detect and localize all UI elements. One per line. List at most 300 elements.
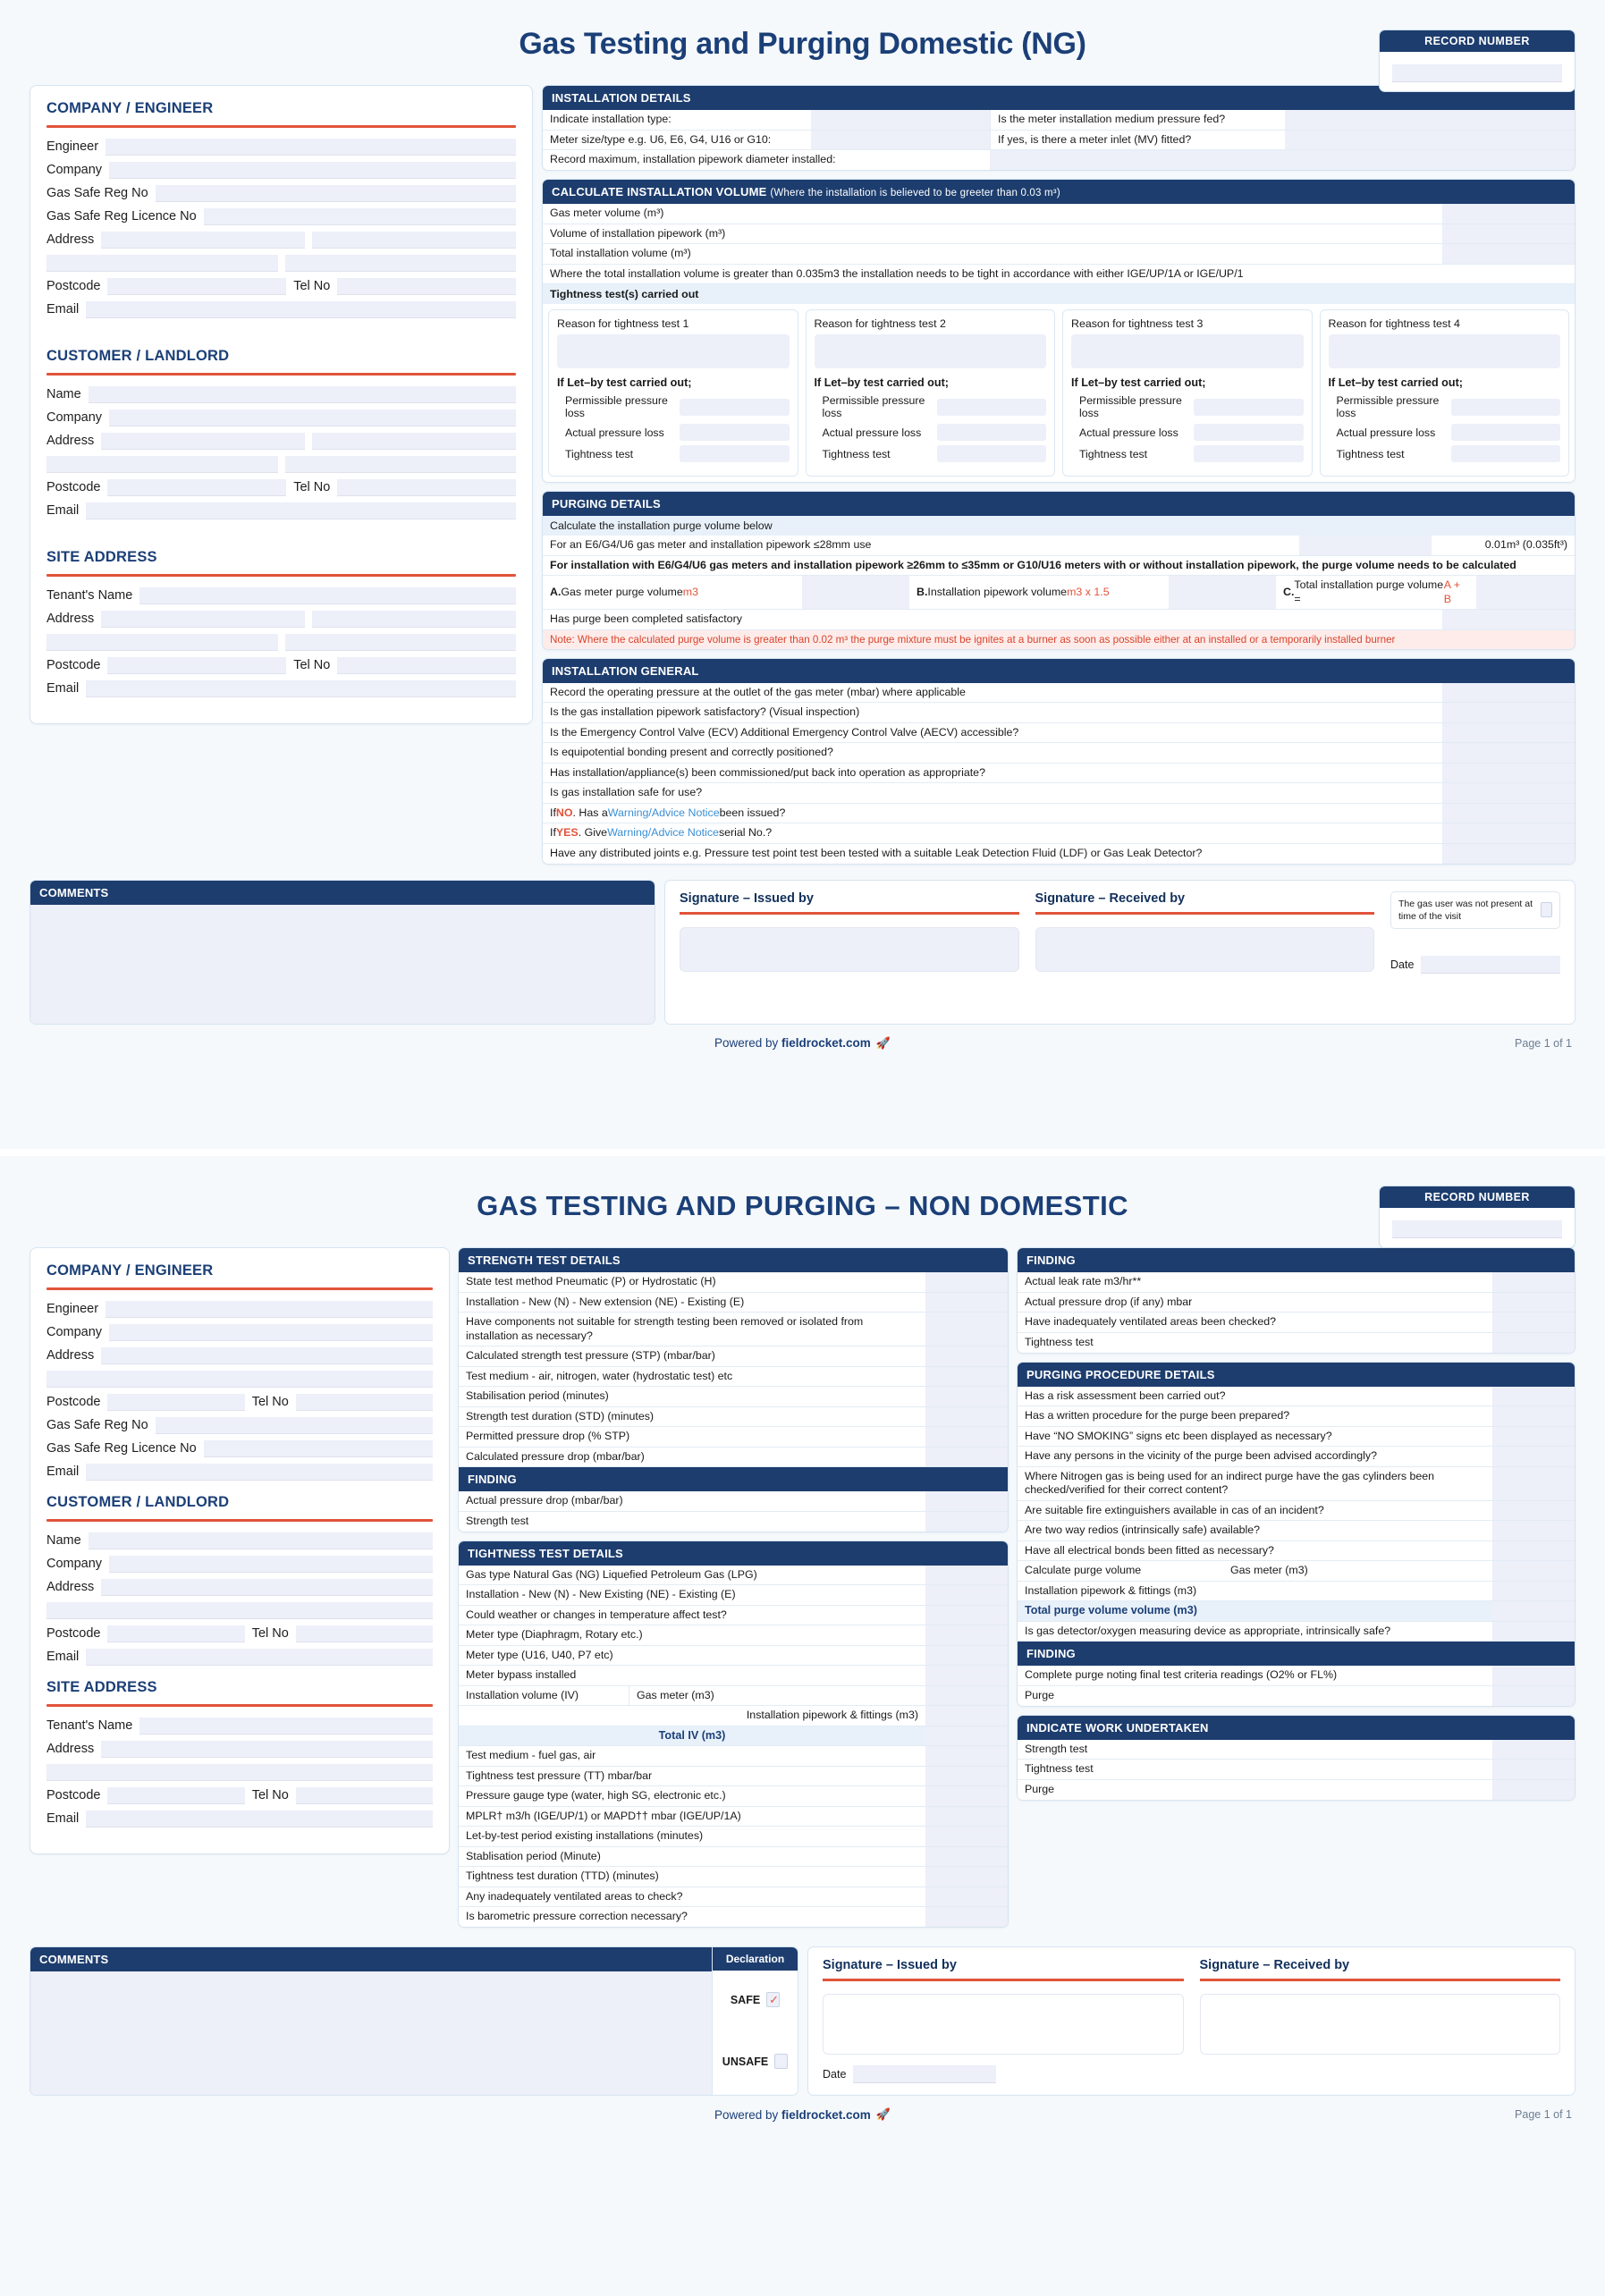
brand-name: fieldrocket.com xyxy=(781,1036,871,1050)
total-purge-volume-input[interactable] xyxy=(1492,1601,1575,1621)
row-label: Installation - New (N) - New Existing (NE) - Existing (E) xyxy=(459,1585,925,1605)
tightness-test-input[interactable] xyxy=(937,445,1046,462)
gas-user-absent-label: The gas user was not present at time of the visit xyxy=(1398,898,1533,922)
row-label: Stablisation period (Minute) xyxy=(459,1847,925,1867)
field-label-tel-no: Tel No xyxy=(251,1395,289,1409)
purge-c-text: Total installation purge volume = xyxy=(1294,578,1444,605)
site-tel-input[interactable] xyxy=(337,657,516,674)
site-address-heading: SITE ADDRESS xyxy=(46,549,157,565)
customer-tel-input[interactable] xyxy=(337,479,516,496)
text-part: If xyxy=(550,806,556,819)
row-value-input[interactable] xyxy=(1492,1760,1575,1779)
customer-landlord-heading: CUSTOMER / LANDLORD xyxy=(46,1494,230,1510)
let-by-label: If Let–by test carried out; xyxy=(1071,376,1206,389)
signature-issued-pad[interactable] xyxy=(823,1994,1184,2055)
row-value-input[interactable] xyxy=(925,1625,1008,1645)
comments-textarea[interactable] xyxy=(30,1971,712,2095)
purge-a-input[interactable] xyxy=(802,576,909,609)
field-label-postcode: Postcode xyxy=(46,1788,101,1802)
field-label-email: Email xyxy=(46,503,80,518)
customer-name-input[interactable] xyxy=(89,386,516,403)
row-label: Meter bypass installed xyxy=(459,1666,925,1685)
tel-no-input[interactable] xyxy=(296,1394,433,1411)
purge-volume-constant: 0.01m³ (0.035ft³) xyxy=(1432,536,1575,555)
row-value-input[interactable] xyxy=(811,110,990,130)
signature-issued-column xyxy=(823,1958,1184,2084)
row-value-input[interactable] xyxy=(1442,610,1575,629)
purge-b-key: B. xyxy=(917,585,928,598)
row-value-input[interactable] xyxy=(925,1387,1008,1406)
page-number: Page 1 of 1 xyxy=(1515,2108,1572,2122)
row-value-input[interactable] xyxy=(925,1512,1008,1532)
customer-company-input[interactable] xyxy=(109,1556,433,1573)
row-value-input[interactable] xyxy=(1492,1666,1575,1685)
party-details-card xyxy=(30,1247,450,1854)
purge-gas-meter-input[interactable] xyxy=(1492,1561,1575,1581)
row-label: Tightness test xyxy=(1018,1333,1492,1353)
site-address-line1-input[interactable] xyxy=(101,1741,433,1758)
purge-c-key: C. xyxy=(1283,585,1295,598)
purge-b-text: Installation pipework volume xyxy=(927,585,1068,598)
field-label-gas-safe-reg-no: Gas Safe Reg No xyxy=(46,1418,148,1432)
row-value-input[interactable] xyxy=(925,1887,1008,1907)
row-value-input[interactable] xyxy=(1492,1447,1575,1466)
postcode-input[interactable] xyxy=(107,1394,244,1411)
calculate-volume-heading-main: CALCULATE INSTALLATION VOLUME xyxy=(552,185,767,198)
row-value-input[interactable] xyxy=(1492,1272,1575,1292)
row-value-input[interactable] xyxy=(925,1313,1008,1346)
field-label-postcode: Postcode xyxy=(46,279,101,293)
keyword-warning-notice: Warning/Advice Notice xyxy=(607,826,719,839)
row-label: Permitted pressure drop (% STP) xyxy=(459,1427,925,1447)
address-line2-input[interactable] xyxy=(312,232,516,249)
row-value-input[interactable] xyxy=(925,1867,1008,1887)
row-label: State test method Pneumatic (P) or Hydrostatic (H) xyxy=(459,1272,925,1292)
brand-name: fieldrocket.com xyxy=(781,2107,871,2122)
customer-address-line1-input[interactable] xyxy=(101,433,305,450)
field-label-company: Company xyxy=(46,410,103,425)
actual-pressure-loss-input[interactable] xyxy=(680,424,789,441)
row-value-input[interactable] xyxy=(925,1346,1008,1366)
company-input[interactable] xyxy=(109,1324,433,1341)
customer-email-input[interactable] xyxy=(86,502,516,519)
site-address-line4-input[interactable] xyxy=(285,634,517,651)
party-details-card xyxy=(30,85,533,724)
row-value-input[interactable] xyxy=(1442,723,1575,743)
gas-safe-reg-no-input[interactable] xyxy=(156,185,516,202)
field-label-address: Address xyxy=(46,612,95,626)
tightness-test-reason-label: Reason for tightness test 3 xyxy=(1071,317,1204,330)
row-value-input[interactable] xyxy=(1492,1293,1575,1313)
field-label-address: Address xyxy=(46,1742,95,1756)
installation-volume-pipework-label: Installation pipework & fittings (m3) xyxy=(459,1706,925,1726)
row-value-input[interactable] xyxy=(1442,764,1575,783)
field-label-tel-no: Tel No xyxy=(293,658,331,672)
volume-notice: Where the total installation volume is greater than 0.035m3 the installation needs to be tight in accordance with either IGE/UP/1A or IGE/UP/1 xyxy=(543,265,1575,284)
comments-textarea[interactable] xyxy=(30,905,655,1024)
divider xyxy=(680,912,1019,915)
customer-landlord-heading: CUSTOMER / LANDLORD xyxy=(46,348,230,364)
row-value-input[interactable] xyxy=(925,1585,1008,1605)
row-label: Calculated pressure drop (mbar/bar) xyxy=(459,1448,925,1467)
row-label: Have components not suitable for strength testing been removed or isolated from installation as necessary? xyxy=(459,1313,925,1346)
row-value-input[interactable] xyxy=(1492,1501,1575,1521)
field-label-company: Company xyxy=(46,163,103,177)
customer-postcode-input[interactable] xyxy=(107,1625,244,1642)
row-value-input[interactable] xyxy=(925,1746,1008,1766)
signature-issued-pad[interactable] xyxy=(680,927,1019,972)
row-value-input[interactable] xyxy=(811,131,990,150)
tightness-test-reason-label: Reason for tightness test 2 xyxy=(814,317,946,330)
row-label: Test medium - fuel gas, air xyxy=(459,1746,925,1766)
row-label: Purge xyxy=(1018,1780,1492,1800)
permissible-pressure-loss-input[interactable] xyxy=(1194,399,1303,416)
permissible-pressure-loss-input[interactable] xyxy=(1451,399,1560,416)
row-label: Meter type (Diaphragm, Rotary etc.) xyxy=(459,1625,925,1645)
tightness-tests-grid xyxy=(543,304,1575,482)
row-label: Tightness test xyxy=(1336,447,1405,460)
purging-procedure-details-panel xyxy=(1017,1362,1575,1707)
purge-pipework-label: Installation pipework & fittings (m3) xyxy=(1018,1582,1492,1601)
signature-card xyxy=(807,1946,1575,2096)
site-address-line1-input[interactable] xyxy=(101,611,305,628)
calculate-volume-heading xyxy=(543,180,1575,204)
tightness-test-reason-label: Reason for tightness test 4 xyxy=(1328,317,1460,330)
date-input[interactable] xyxy=(853,2065,996,2083)
row-label: Tightness test duration (TTD) (minutes) xyxy=(459,1867,925,1887)
purge-pipework-input[interactable] xyxy=(1492,1582,1575,1601)
row-value-input[interactable] xyxy=(925,1407,1008,1427)
row-value-input[interactable] xyxy=(1442,823,1575,843)
field-label-company: Company xyxy=(46,1557,103,1571)
field-label-email: Email xyxy=(46,1811,80,1826)
row-label: Is gas detector/oxygen measuring device as appropriate, intrinsically safe? xyxy=(1018,1622,1492,1642)
gas-safe-licence-no-input[interactable] xyxy=(204,208,516,225)
divider xyxy=(46,125,516,128)
site-postcode-input[interactable] xyxy=(107,657,286,674)
installation-general-heading: INSTALLATION GENERAL xyxy=(543,659,1575,683)
row-value-input[interactable] xyxy=(1492,1333,1575,1353)
row-value-input[interactable] xyxy=(925,1807,1008,1827)
field-label-postcode: Postcode xyxy=(46,1626,101,1641)
row-value-input[interactable] xyxy=(925,1606,1008,1625)
tenant-name-input[interactable] xyxy=(139,587,516,604)
row-value-input[interactable] xyxy=(925,1491,1008,1511)
row-label: Actual pressure loss xyxy=(1336,426,1436,439)
tightness-test-reason-input[interactable] xyxy=(1071,334,1304,368)
site-address-line2-input[interactable] xyxy=(46,1764,433,1781)
tightness-test-reason-input[interactable] xyxy=(815,334,1047,368)
purge-b-input[interactable] xyxy=(1169,576,1276,609)
record-number-input[interactable] xyxy=(1392,64,1562,82)
site-postcode-input[interactable] xyxy=(107,1787,244,1804)
row-value-input[interactable] xyxy=(925,1786,1008,1806)
customer-name-input[interactable] xyxy=(89,1532,433,1549)
tightness-test-3 xyxy=(1062,309,1313,477)
row-label: Tightness test pressure (TT) mbar/bar xyxy=(459,1767,925,1786)
text-part: been issued? xyxy=(719,806,786,819)
customer-tel-input[interactable] xyxy=(296,1625,433,1642)
middle-panels-column xyxy=(458,1247,1009,1936)
divider xyxy=(46,1519,433,1522)
site-address-line3-input[interactable] xyxy=(46,634,278,651)
declaration-unsafe-row[interactable] xyxy=(722,2054,789,2069)
address-line1-input[interactable] xyxy=(101,1347,433,1364)
row-value-input[interactable] xyxy=(1492,1467,1575,1500)
row-value-input[interactable] xyxy=(925,1666,1008,1685)
divider xyxy=(46,373,516,376)
row-value-input[interactable] xyxy=(1442,844,1575,864)
text-part: serial No.? xyxy=(718,826,773,839)
row-value-input[interactable] xyxy=(1492,1686,1575,1706)
row-label: Calculated strength test pressure (STP) (mbar/bar) xyxy=(459,1346,925,1366)
row-value-input[interactable] xyxy=(925,1427,1008,1447)
unsafe-checkbox[interactable] xyxy=(774,2054,788,2069)
installation-volume-pipework-input[interactable] xyxy=(925,1706,1008,1726)
row-value-input[interactable] xyxy=(1299,536,1432,555)
tightness-test-reason-input[interactable] xyxy=(1329,334,1561,368)
field-label-postcode: Postcode xyxy=(46,480,101,494)
tel-no-input[interactable] xyxy=(337,278,516,295)
row-label: Meter size/type e.g. U6, E6, G4, U16 or G10: xyxy=(543,131,811,150)
row-value-input[interactable] xyxy=(925,1847,1008,1867)
row-value-input[interactable] xyxy=(1442,204,1575,224)
address-line4-input[interactable] xyxy=(285,255,517,272)
signature-received-label: Signature – Received by xyxy=(1199,1958,1350,1973)
row-label: Let-by-test period existing installations (minutes) xyxy=(459,1827,925,1846)
row-value-input[interactable] xyxy=(1492,1427,1575,1447)
address-line1-input[interactable] xyxy=(101,232,305,249)
row-value-input[interactable] xyxy=(925,1293,1008,1313)
field-label-email: Email xyxy=(46,1465,80,1479)
actual-pressure-loss-input[interactable] xyxy=(1451,424,1560,441)
row-value-input[interactable] xyxy=(1442,683,1575,703)
row-label: Actual leak rate m3/hr** xyxy=(1018,1272,1492,1292)
engineer-input[interactable] xyxy=(106,1301,433,1318)
customer-company-input[interactable] xyxy=(109,409,516,426)
tenant-name-input[interactable] xyxy=(139,1718,433,1735)
signature-received-pad[interactable] xyxy=(1200,1994,1561,2055)
declaration-heading: Declaration xyxy=(713,1947,798,1971)
permissible-pressure-loss-input[interactable] xyxy=(680,399,789,416)
row-label: Any inadequately ventilated areas to check? xyxy=(459,1887,925,1907)
gas-safe-reg-no-input[interactable] xyxy=(156,1417,433,1434)
purge-b-unit: m3 x 1.5 xyxy=(1067,585,1110,598)
field-label-tel-no: Tel No xyxy=(251,1626,289,1641)
row-value-input[interactable] xyxy=(925,1272,1008,1292)
installation-details-panel xyxy=(542,85,1575,171)
customer-address-line3-input[interactable] xyxy=(46,456,278,473)
row-value-input[interactable] xyxy=(925,1827,1008,1846)
row-label: Permissible pressure loss xyxy=(565,394,668,419)
field-label-name: Name xyxy=(46,1533,81,1548)
let-by-label: If Let–by test carried out; xyxy=(1328,376,1463,389)
gas-user-absent-row[interactable] xyxy=(1390,891,1560,929)
tightness-test-input[interactable] xyxy=(1194,445,1303,462)
date-label: Date xyxy=(823,2068,847,2081)
text-part: If xyxy=(550,826,556,839)
postcode-input[interactable] xyxy=(107,278,286,295)
row-label: If yes, is there a meter inlet (MV) fitted? xyxy=(990,131,1285,150)
divider xyxy=(1035,912,1375,915)
permissible-pressure-loss-input[interactable] xyxy=(937,399,1046,416)
purging-details-panel xyxy=(542,491,1575,650)
record-number-label: RECORD NUMBER xyxy=(1380,1186,1575,1208)
page-separator xyxy=(0,1149,1605,1156)
divider xyxy=(823,1979,1184,1981)
site-tel-input[interactable] xyxy=(296,1787,433,1804)
engineer-input[interactable] xyxy=(106,139,516,156)
field-label-tel-no: Tel No xyxy=(293,279,331,293)
row-value-input[interactable] xyxy=(925,1646,1008,1666)
row-value-input[interactable] xyxy=(925,1367,1008,1387)
row-value-input[interactable] xyxy=(1492,1740,1575,1760)
tightness-test-2 xyxy=(806,309,1056,477)
tightness-test-1 xyxy=(548,309,798,477)
email-input[interactable] xyxy=(86,301,516,318)
row-value-input[interactable] xyxy=(1492,1406,1575,1426)
address-line3-input[interactable] xyxy=(46,255,278,272)
row-value-input[interactable] xyxy=(1442,743,1575,763)
row-label: Have any distributed joints e.g. Pressure test point test been tested with a suitable Leak Detection Fluid (LDF) or Gas Leak Detector? xyxy=(543,844,1442,864)
row-value-input[interactable] xyxy=(925,1566,1008,1585)
finding-heading: FINDING xyxy=(1018,1248,1575,1272)
row-label: Strength test xyxy=(459,1512,925,1532)
row-value-input[interactable] xyxy=(1442,783,1575,803)
comments-panel xyxy=(30,880,655,1025)
row-label: Total installation volume (m³) xyxy=(543,244,1442,264)
email-input[interactable] xyxy=(86,1464,433,1481)
row-value-input[interactable] xyxy=(1492,1313,1575,1332)
signature-issued-label: Signature – Issued by xyxy=(823,1958,957,1973)
company-input[interactable] xyxy=(109,162,516,179)
tightness-test-input[interactable] xyxy=(680,445,789,462)
purge-a-unit: m3 xyxy=(682,585,698,598)
row-label: Is gas installation safe for use? xyxy=(543,783,1442,803)
record-number-input[interactable] xyxy=(1392,1220,1562,1238)
row-value-input[interactable] xyxy=(1492,1521,1575,1541)
date-input[interactable] xyxy=(1421,956,1560,974)
row-label: Tightness test xyxy=(822,447,891,460)
row-value-input[interactable] xyxy=(990,150,1575,170)
installation-general-panel xyxy=(542,658,1575,865)
row-label: Is equipotential bonding present and correctly positioned? xyxy=(543,743,1442,763)
customer-address-line2-input[interactable] xyxy=(46,1602,433,1619)
strength-test-details-panel xyxy=(458,1247,1009,1532)
signature-received-pad[interactable] xyxy=(1035,927,1375,972)
row-value-input[interactable] xyxy=(925,1448,1008,1467)
row-label: Is the meter installation medium pressure fed? xyxy=(990,110,1285,130)
row-value-input[interactable] xyxy=(1285,131,1575,150)
calculate-installation-volume-panel xyxy=(542,179,1575,483)
row-label: Has purge been completed satisfactory xyxy=(543,610,1442,629)
row-value-input[interactable] xyxy=(925,1907,1008,1927)
row-value-input[interactable] xyxy=(1492,1780,1575,1800)
row-value-input[interactable] xyxy=(1442,703,1575,722)
row-value-input[interactable] xyxy=(1492,1541,1575,1561)
purging-details-heading: PURGING DETAILS xyxy=(543,492,1575,516)
row-value-input[interactable] xyxy=(1492,1622,1575,1642)
actual-pressure-loss-input[interactable] xyxy=(1194,424,1303,441)
installation-volume-total-input[interactable] xyxy=(925,1726,1008,1746)
site-email-input[interactable] xyxy=(86,1811,433,1828)
row-label: Tightness test xyxy=(1079,447,1148,460)
row-value-input[interactable] xyxy=(1442,224,1575,244)
installation-details-heading: INSTALLATION DETAILS xyxy=(543,86,1575,110)
row-value-input[interactable] xyxy=(1442,804,1575,823)
row-label: Have all electrical bonds been fitted as necessary? xyxy=(1018,1541,1492,1561)
row-value-input[interactable] xyxy=(1492,1387,1575,1406)
customer-address-line1-input[interactable] xyxy=(101,1579,433,1596)
row-label: Have inadequately ventilated areas been checked? xyxy=(1018,1313,1492,1332)
row-label: For an E6/G4/U6 gas meter and installation pipework ≤28mm use xyxy=(543,536,1299,555)
gas-user-absent-checkbox[interactable] xyxy=(1541,902,1552,917)
rocket-icon: 🚀 xyxy=(875,1035,891,1050)
row-label: Permissible pressure loss xyxy=(1336,394,1440,419)
let-by-label: If Let–by test carried out; xyxy=(557,376,692,389)
row-label-yes-warning xyxy=(543,823,1442,843)
tightness-test-reason-input[interactable] xyxy=(557,334,790,368)
address-line2-input[interactable] xyxy=(46,1371,433,1388)
date-row xyxy=(1390,956,1560,974)
tightness-test-input[interactable] xyxy=(1451,445,1560,462)
let-by-label: If Let–by test carried out; xyxy=(814,376,949,389)
row-label: Indicate installation type: xyxy=(543,110,811,130)
actual-pressure-loss-input[interactable] xyxy=(937,424,1046,441)
page-number: Page 1 of 1 xyxy=(1515,1036,1572,1050)
safe-checkbox[interactable] xyxy=(766,1992,780,2007)
customer-email-input[interactable] xyxy=(86,1649,433,1666)
finding-heading: FINDING xyxy=(459,1467,1008,1491)
purge-warning-note: Note: Where the calculated purge volume is greater than 0.02 m³ the purge mixture must be ignites at a burner as soon as possible either at an installed or a temporarily installed burner xyxy=(543,630,1575,649)
row-value-input[interactable] xyxy=(1442,244,1575,264)
gas-safe-licence-no-input[interactable] xyxy=(204,1440,433,1457)
record-number-box xyxy=(1379,30,1575,92)
powered-prefix: Powered by xyxy=(714,1036,782,1050)
customer-postcode-input[interactable] xyxy=(107,479,286,496)
row-value-input[interactable] xyxy=(1285,110,1575,130)
purge-c-input[interactable] xyxy=(1476,576,1575,609)
row-value-input[interactable] xyxy=(925,1767,1008,1786)
page1-brand-row xyxy=(30,1036,1575,1051)
signature-issued-column xyxy=(680,891,1019,1013)
comments-panel xyxy=(30,1946,798,2096)
row-label: Has a risk assessment been carried out? xyxy=(1018,1387,1492,1406)
company-engineer-heading: COMPANY / ENGINEER xyxy=(46,1262,214,1279)
field-label-postcode: Postcode xyxy=(46,658,101,672)
signature-received-column xyxy=(1035,891,1375,1013)
keyword-yes: YES xyxy=(555,826,579,839)
declaration-column xyxy=(712,1947,798,2095)
field-label-gas-safe-licence-no: Gas Safe Reg Licence No xyxy=(46,1441,197,1456)
page-2 xyxy=(0,1156,1605,2296)
site-email-input[interactable] xyxy=(86,680,516,697)
installation-volume-meter-label: Gas meter (m3) xyxy=(629,1686,925,1706)
installation-volume-total-label: Total IV (m3) xyxy=(658,1728,726,1742)
site-address-line2-input[interactable] xyxy=(312,611,516,628)
row-label: Strength test xyxy=(1018,1740,1492,1760)
installation-volume-meter-input[interactable] xyxy=(925,1686,1008,1706)
row-label: Strength test duration (STD) (minutes) xyxy=(459,1407,925,1427)
customer-address-line2-input[interactable] xyxy=(312,433,516,450)
calculate-purge-volume-label: Calculate purge volume xyxy=(1018,1561,1223,1581)
calculate-volume-heading-sub: (Where the installation is believed to be greeter than 0.03 m³) xyxy=(770,188,1060,198)
customer-address-line4-input[interactable] xyxy=(285,456,517,473)
unsafe-label: UNSAFE xyxy=(722,2055,769,2068)
row-label: Stabilisation period (minutes) xyxy=(459,1387,925,1406)
declaration-safe-row[interactable] xyxy=(722,1992,789,2007)
field-label-tel-no: Tel No xyxy=(251,1788,289,1802)
